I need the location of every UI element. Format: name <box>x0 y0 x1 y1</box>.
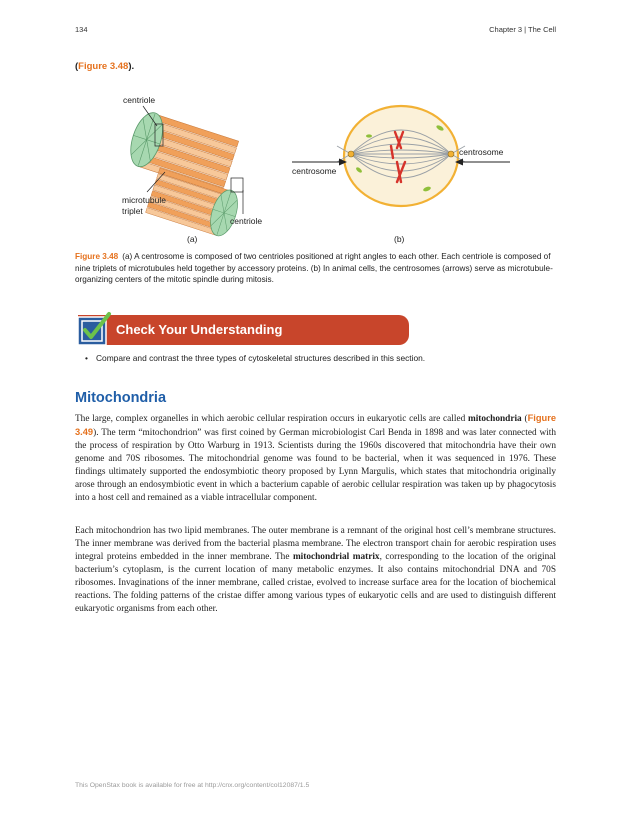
panel-b-label: (b) <box>394 234 405 244</box>
page-number: 134 <box>75 25 88 34</box>
paragraph-text: Each mitochondrion has two lipid membranes. The outer membrane is a remnant of the original host cell’s membrane structures. The inner membrane was derived from the bacterial plasma membrane. The electron transport chain for aerobic respiration uses integral proteins embedded in the inner membrane. The <box>75 526 556 562</box>
figure-reference-link[interactable]: Figure 3.48 <box>78 61 129 72</box>
page-footer: This OpenStax book is available for free at http://cnx.org/content/col12087/1.5 <box>75 782 310 789</box>
figure-caption <box>75 251 556 286</box>
figure-reference-open: ( <box>75 61 79 72</box>
centriole-upper <box>125 109 239 194</box>
paragraph-text: ). The term “mitochondrion” was first coined by German microbiologist Carl Benda in 1898 and was later connected with the process of respiration by Otto Warburg in 1913. Scientists during the 1960s discovered that mitochondria have their own genome and 70S ribosomes. The mitochondrial genome was found to be bacterial, when it was sequenced in 1976. These findings ultimately supported the endosymbiotic theory proposed by Lynn Margulis, which states that mitochondria originally arose through an endosymbiotic event in which a bacterium capable of aerobic cellular respiration was taken up by phagocytosis into a host cell and remained as a viable intracellular component. <box>75 428 556 503</box>
paragraph-text: , corresponding to the location of the original bacterium’s cytoplasm, is the current location of many metabolic enzymes. It also contains mitochondrial DNA and 70S ribosomes. Invaginations of the inner membrane, called cristae, evolved to increase surface area for the location of biochemical reactions. The folding patterns of the cristae differ among various types of eukaryotic cells and are used to distinguish different eukaryotic organisms from each other. <box>75 552 556 614</box>
figure-3-49-link[interactable]: Figure 3.49 <box>75 413 556 437</box>
label-centrosome-left: centrosome <box>292 166 337 176</box>
key-term-mitochondrial-matrix: mitochondrial matrix <box>292 552 380 562</box>
key-term-mitochondria: mitochondria <box>467 414 522 424</box>
caption-figure-label: Figure 3.48 <box>75 252 119 261</box>
paragraph-mitochondria-intro <box>75 412 556 505</box>
panel-a-label: (a) <box>187 234 198 244</box>
chapter-title: Chapter 3 | The Cell <box>489 25 556 34</box>
figure-reference-close: ). <box>128 61 135 72</box>
caption-text: (a) A centrosome is composed of two centrioles positioned at right angles to each other. Each centriole is composed of nine triplets of microtubules held together by accessory proteins. (b) In animal cells, the centrosomes (arrows) serve as microtubule-organizing centers of the mitotic spindle during mitosis. <box>75 252 553 285</box>
label-centriole-bottom: centriole <box>230 216 263 226</box>
paragraph-text: The large, complex organelles in which aerobic cellular respiration occurs in eukaryotic cells are called <box>75 414 468 424</box>
mitotic-cell <box>337 106 465 206</box>
label-triplet: triplet <box>122 206 143 216</box>
label-centrosome-right: centrosome <box>459 147 504 157</box>
figure-centrosome <box>75 86 556 246</box>
check-your-understanding-title: Check Your Understanding <box>116 322 283 337</box>
understanding-questions <box>96 353 556 363</box>
figure-reference-line <box>75 61 134 72</box>
section-heading: Mitochondria <box>75 390 167 406</box>
paragraph-mitochondria-membranes <box>75 525 556 616</box>
label-centriole-top: centriole <box>123 95 156 105</box>
paragraph-text: ( <box>521 414 528 424</box>
list-item: • Compare and contrast the three types of cytoskeletal structures described in this section. <box>96 353 556 363</box>
checkbox-check-icon <box>76 311 112 347</box>
label-microtubule: microtubule <box>122 195 166 205</box>
check-your-understanding-banner <box>78 315 409 345</box>
